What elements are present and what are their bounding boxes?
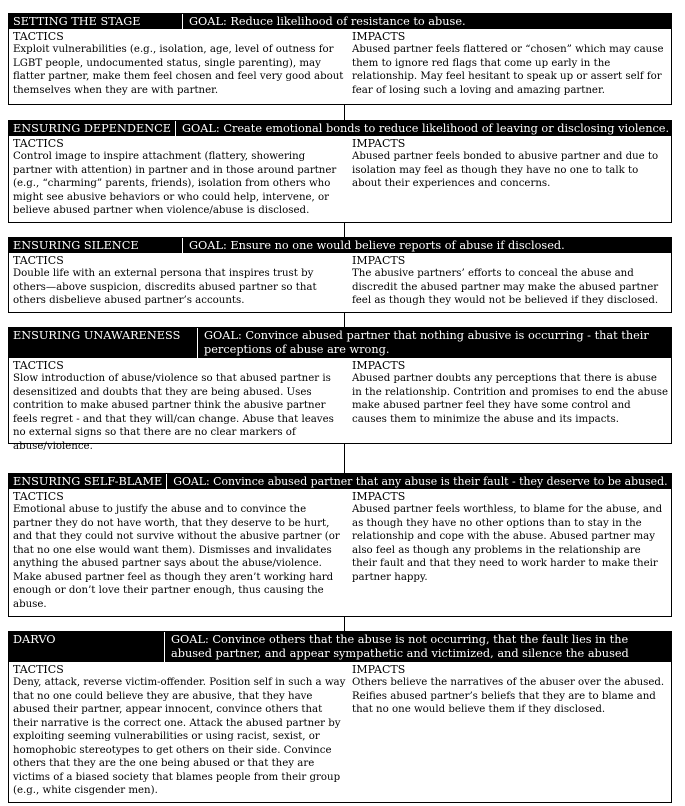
impacts-title: IMPACTS	[352, 137, 406, 150]
connector-line	[344, 617, 345, 631]
stage-goal: GOAL: Convince abused partner that any abuse is their fault - they deserve to be abused.	[166, 474, 671, 489]
stage-goal: GOAL: Convince abused partner that nothing abusive is occurring - that their perceptions of abuse are wrong.	[197, 328, 671, 358]
impacts-text: Abused partner feels worthless, to blame for the abuse, and as though they have no other options than to stay in the relationship and cope with the abuse. Abused partner may also feel as though any problems in the relationship are their fault and that they need to work harder to make their partner happy.	[352, 504, 663, 583]
stage-name: SETTING THE STAGE	[13, 15, 141, 28]
tactics-text: Exploit vulnerabilities (e.g., isolation, age, level of outness for LGBT people, undocumented status, single parenting), may flatter partner, make them feel chosen and feel very good about themselves when they are with partner.	[13, 44, 344, 96]
tactics-title: TACTICS	[13, 137, 64, 150]
impacts-column	[349, 662, 671, 800]
impacts-title: IMPACTS	[352, 254, 406, 267]
stage-name: ENSURING DEPENDENCE	[13, 122, 171, 135]
stage-goal: GOAL: Reduce likelihood of resistance to abuse.	[182, 14, 671, 29]
stage-header	[9, 238, 671, 253]
stage-block-darvo	[8, 631, 672, 803]
stage-name: ENSURING SELF-BLAME	[13, 475, 163, 488]
stage-goal: GOAL: Ensure no one would believe reports of abuse if disclosed.	[182, 238, 671, 253]
stage-header	[9, 328, 671, 358]
stage-name: DARVO	[13, 633, 56, 646]
tactics-text: Deny, attack, reverse victim-offender. Position self in such a way that no one could believe they are abusive, that they have abused their partner, appear innocent, convince others that their narrative is the correct one. Attack the abused partner by exploiting seeming vulnerabilities or using racist, sexist, or homophobic stereotypes to get others on their side. Convince others that they are the one being abused or that they are victims of a biased society that blames people from their group (e.g., white cisgender men).	[13, 677, 346, 796]
stage-header	[9, 121, 671, 136]
impacts-title: IMPACTS	[352, 359, 406, 372]
tactics-column	[9, 253, 349, 310]
impacts-column	[349, 136, 671, 220]
tactics-text: Emotional abuse to justify the abuse and to convince the partner they do not have worth, that they deserve to be hurt, and that they could not survive without the abusive partner (or that no one else would want them). Dismisses and invalidates anything the abused partner says about the abuse/violence. Make abused partner feel as though they aren’t working hard enough or don’t love their partner enough, thus causing the abuse.	[13, 504, 340, 610]
tactics-title: TACTICS	[13, 490, 64, 503]
stage-name: ENSURING UNAWARENESS	[13, 329, 181, 342]
tactics-column	[9, 358, 349, 455]
stage-block-setting-the-stage	[8, 13, 672, 105]
stage-block-ensuring-unawareness	[8, 327, 672, 452]
tactics-title: TACTICS	[13, 359, 64, 372]
tactics-text: Slow introduction of abuse/violence so that abused partner is desensitized and doubts that they are being abused. Uses contrition to make abused partner think the abusive partner feels regret - and that they will/can change. Abuse that leaves no external signs so that there are no clear markers of abuse/violence.	[13, 373, 334, 452]
tactics-column	[9, 489, 349, 613]
tactics-column	[9, 29, 349, 99]
impacts-text: Abused partner doubts any perceptions that there is abuse in the relationship. Contrition and promises to end the abuse make abused partner feel they have some control and causes them to minimize the abuse and its impacts.	[352, 373, 669, 425]
impacts-column	[349, 358, 671, 455]
tactics-column	[9, 136, 349, 220]
stage-block-ensuring-silence	[8, 237, 672, 313]
stage-block-ensuring-self-blame	[8, 473, 672, 617]
connector-line	[344, 444, 345, 473]
stage-name: ENSURING SILENCE	[13, 239, 139, 252]
stage-block-ensuring-dependence	[8, 120, 672, 223]
tactics-column	[9, 662, 349, 800]
connector-line	[344, 105, 345, 120]
tactics-text: Double life with an external persona that inspires trust by others—above suspicion, discredits abused partner so that others disbelieve abused partner’s accounts.	[13, 268, 317, 306]
tactics-title: TACTICS	[13, 254, 64, 267]
impacts-title: IMPACTS	[352, 30, 406, 43]
tactics-title: TACTICS	[13, 663, 64, 676]
tactics-title: TACTICS	[13, 30, 64, 43]
impacts-column	[349, 29, 671, 99]
impacts-column	[349, 489, 671, 613]
impacts-text: Abused partner feels flattered or “chosen” which may cause them to ignore red flags that come up early in the relationship. May feel hesitant to speak up or assert self for fear of losing such a loving and amazing partner.	[352, 44, 664, 96]
impacts-column	[349, 253, 671, 310]
stage-header	[9, 14, 671, 29]
impacts-text: Abused partner feels bonded to abusive partner and due to isolation may feel as though they have no one to talk to about their experiences and concerns.	[352, 151, 659, 189]
impacts-title: IMPACTS	[352, 490, 406, 503]
impacts-text: Others believe the narratives of the abuser over the abused. Reifies abused partner’s beliefs that they are to blame and that no one would believe them if they disclosed.	[352, 677, 665, 715]
stage-header	[9, 474, 671, 489]
tactics-text: Control image to inspire attachment (flattery, showering partner with attention) in partner and in those around partner (e.g., “charming” parents, friends), isolation from others who might see abusive behaviors or who could help, intervene, or believe abused partner when violence/abuse is disclosed.	[13, 151, 337, 216]
stage-goal: GOAL: Create emotional bonds to reduce likelihood of leaving or disclosing violence.	[175, 121, 673, 136]
impacts-text: The abusive partners’ efforts to conceal the abuse and discredit the abused partner may make the abused partner feel as though they would not be believed if they disclosed.	[352, 268, 659, 306]
connector-line	[344, 223, 345, 237]
connector-line	[344, 313, 345, 327]
stage-goal: GOAL: Convince others that the abuse is not occurring, that the fault lies in the abused partner, and appear sympathetic and victimized, and silence the abused partner.	[164, 632, 671, 662]
impacts-title: IMPACTS	[352, 663, 406, 676]
